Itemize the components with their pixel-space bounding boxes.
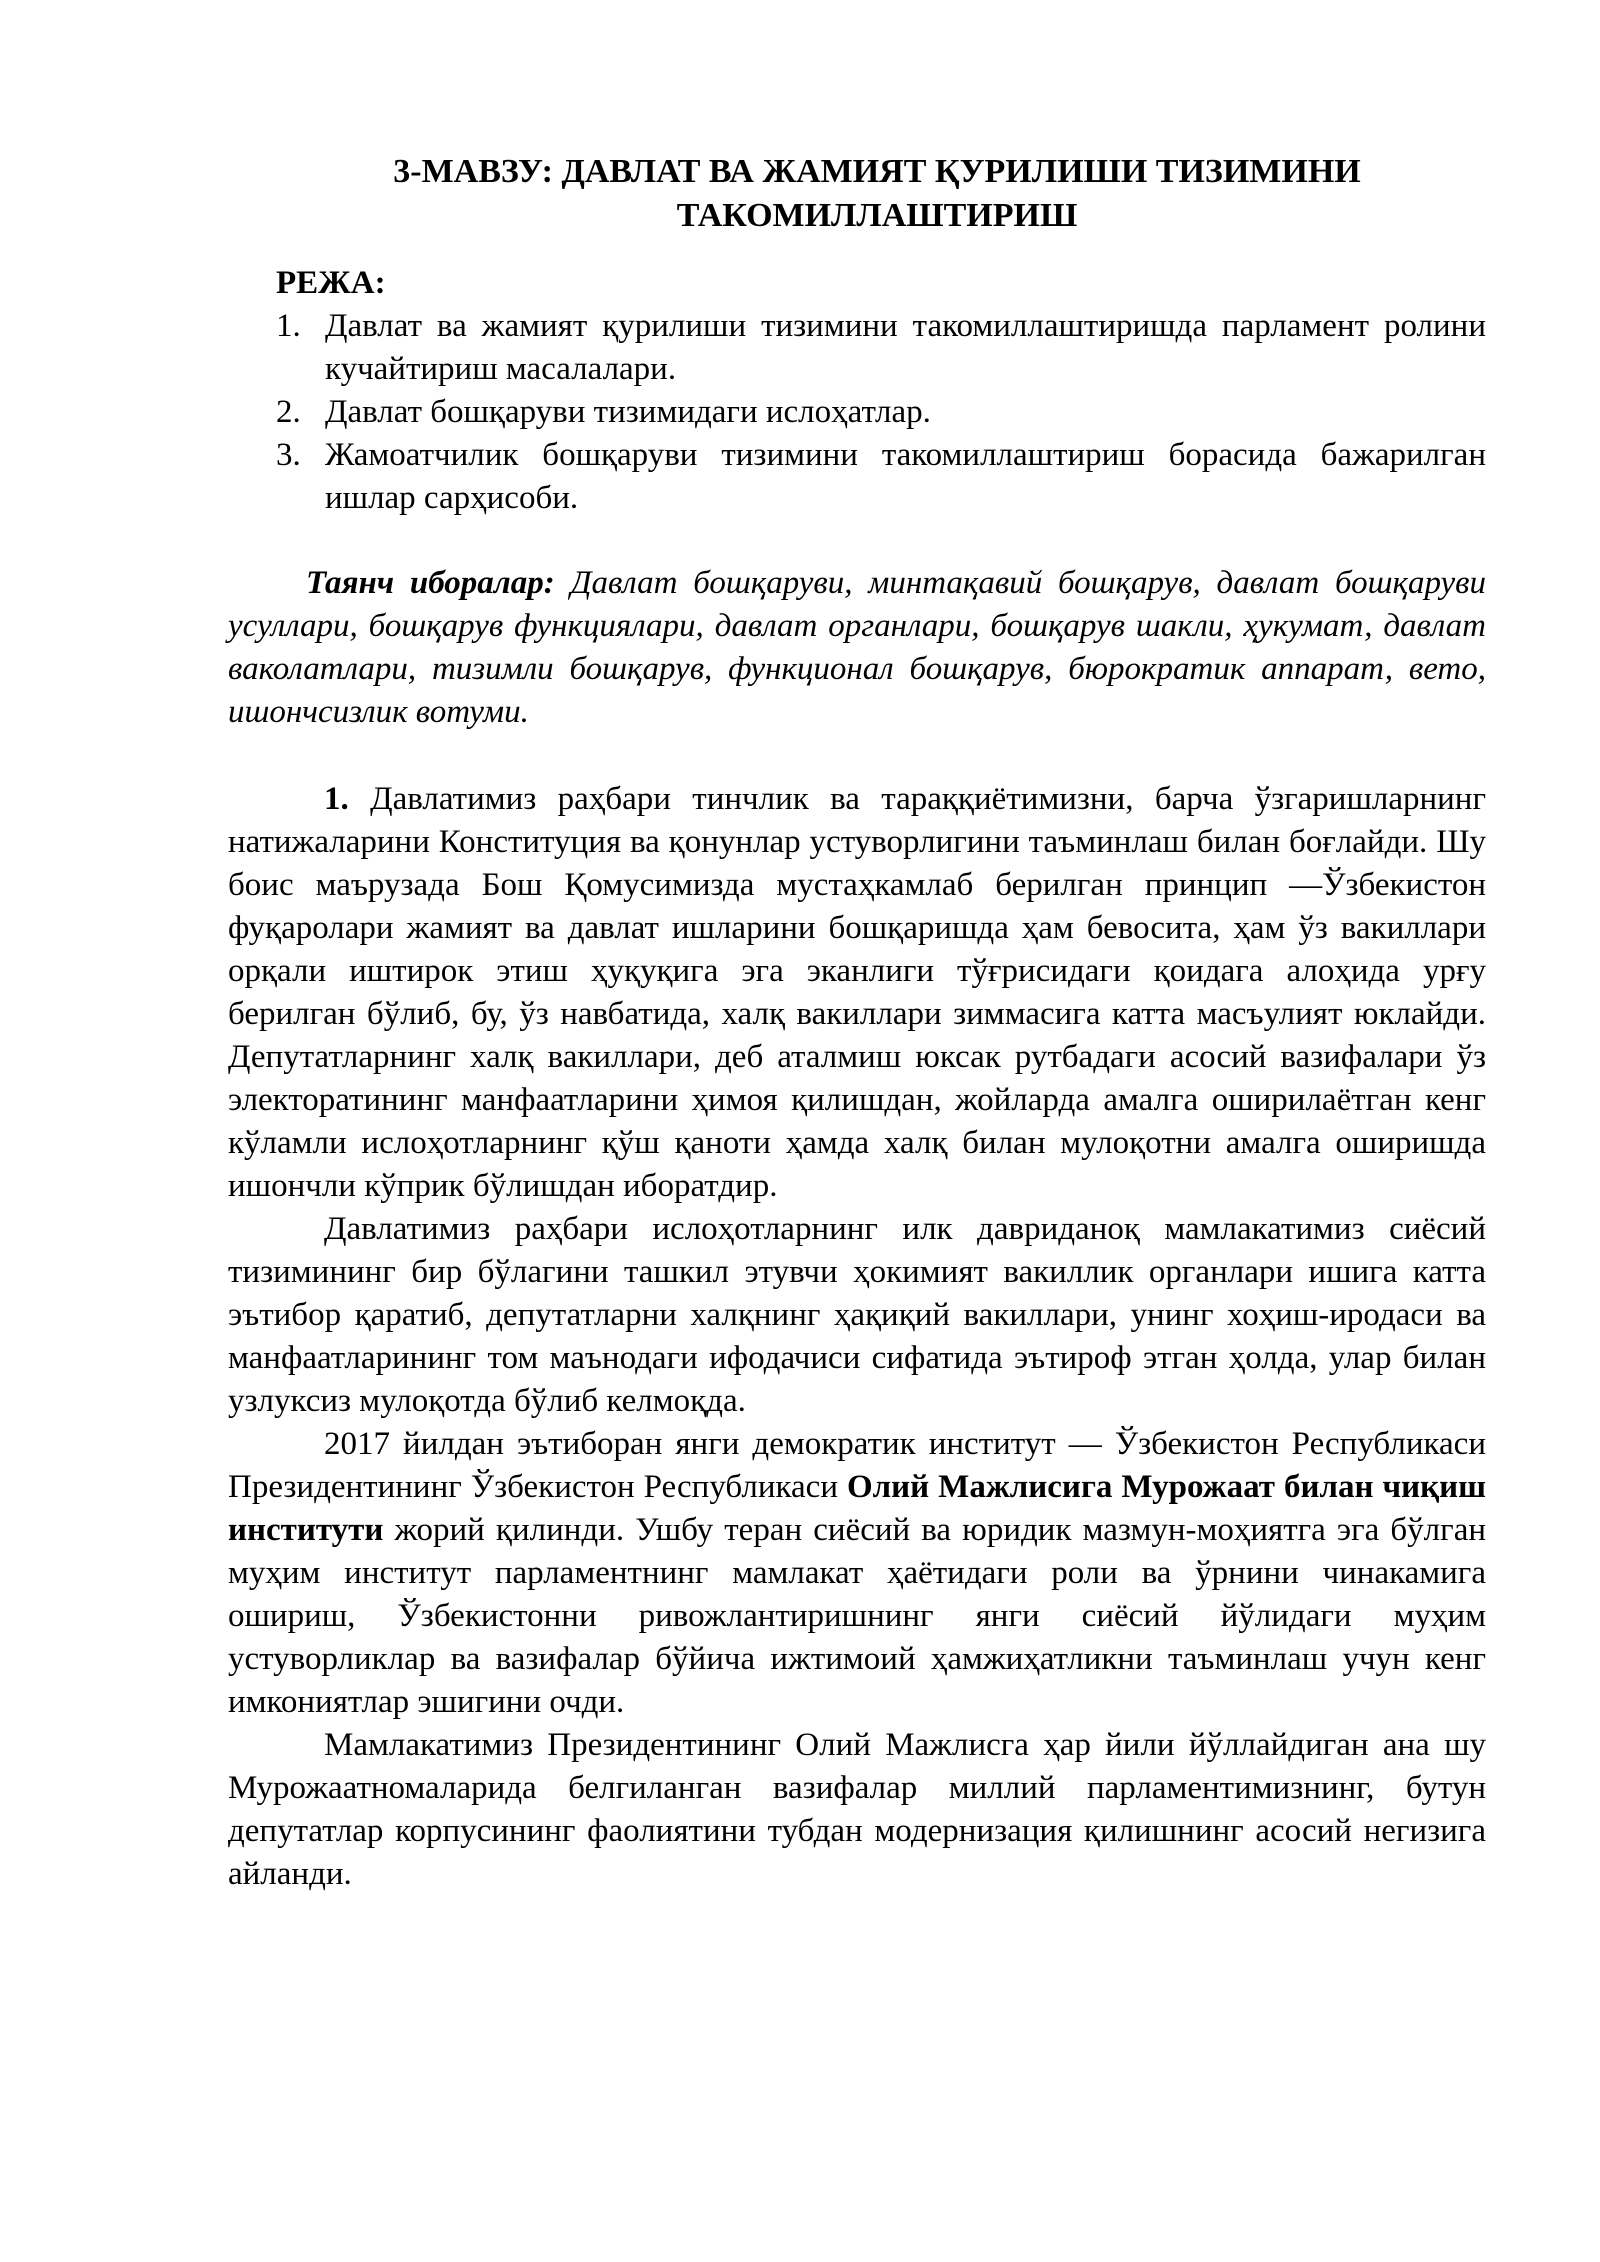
plan-item <box>228 305 1486 391</box>
title-line-2: ТАКОМИЛЛАШТИРИШ <box>676 197 1078 234</box>
paragraph-text: 2017 йилдан эътиборан янги демократик институт — Ўзбекистон Республикаси Президентининг Ўзбекистон Республикаси <box>228 1426 1486 1505</box>
document-page <box>228 150 1486 1896</box>
title-line-1: 3-МАВЗУ: ДАВЛАТ ВА ЖАМИЯТ ҚУРИЛИШИ ТИЗИМИНИ <box>393 153 1361 190</box>
bold-phrase: Олий Мажлисига Мурожаат билан чиқиш институти <box>228 1469 1486 1548</box>
keywords-paragraph <box>228 562 1486 734</box>
body-paragraph-2: Давлатимиз раҳбари ислоҳотларнинг илк давриданоқ мамлакатимиз сиёсий тизимининг бир бўлагини ташкил этувчи ҳокимият вакиллик органлари ишига катта эътибор қаратиб, депутатларни халқнинг ҳақиқий вакиллари, унинг хоҳиш-иродаси ва манфаатларининг том маънодаги ифодачиси сифатида эътироф этган ҳолда, улар билан узлуксиз мулоқотда бўлиб келмоқда. <box>228 1211 1486 1419</box>
body-paragraph-4: Мамлакатимиз Президентининг Олий Мажлисга ҳар йили йўллайдиган ана шу Мурожаатномаларида белгиланган вазифалар миллий парламентимизнинг, бутун депутатлар корпусининг фаолиятини тубдан модернизация қилишнинг асосий негизига айланди. <box>228 1727 1486 1892</box>
plan-item-text: Давлат ва жамият қурилиши тизимини такомиллаштиришда парламент ролини кучайтириш масалалари. <box>325 308 1486 387</box>
body-paragraph-1 <box>228 778 1486 1208</box>
plan-item <box>228 434 1486 520</box>
keywords-label: Таянч иборалар: <box>306 565 555 601</box>
plan-list <box>228 305 1486 520</box>
plan-heading: РЕЖА: <box>276 265 386 301</box>
plan-item-number: 2. <box>276 394 301 430</box>
plan-item <box>228 391 1486 434</box>
plan-item-text: Жамоатчилик бошқаруви тизимини такомиллаштириш борасида бажарилган ишлар сарҳисоби. <box>325 437 1486 516</box>
keywords-text: Давлат бошқаруви, минтақавий бошқарув, давлат бошқаруви усуллари, бошқарув функциялари, давлат органлари, бошқарув шакли, ҳукумат, давлат ваколатлари, тизимли бошқарув, функционал бошқарув, бюрократик аппарат, вето, ишончсизлик вотуми. <box>228 565 1487 730</box>
body-paragraph-3 <box>228 1423 1486 1724</box>
page-title <box>228 150 1486 238</box>
plan-item-number: 1. <box>276 308 301 344</box>
paragraph-text: Давлатимиз раҳбари тинчлик ва тараққиётимизни, барча ўзгаришларнинг натижаларини Конституция ва қонунлар устуворлигини таъминлаш билан боғлайди. Шу боис маърузада Бош Қомусимизда мустаҳкамлаб берилган принцип —Ўзбекистон фуқаролари жамият ва давлат ишларини бошқаришда ҳам бевосита, ҳам ўз вакиллари орқали иштирок этиш ҳуқуқига эга эканлиги тўғрисидаги қоидага алоҳида урғу берилган бўлиб, бу, ўз навбатида, халқ вакиллари зиммасига катта масъулият юклайди. Депутатларнинг халқ вакиллари, деб аталмиш юксак рутбадаги асосий вазифалари ўз электоратининг манфаатларини ҳимоя қилишдан, жойларда амалга оширилаётган кенг кўламли ислоҳотларнинг қўш қаноти ҳамда халқ билан мулоқотни амалга оширишда ишончли кўприк бўлишдан иборатдир. <box>228 781 1486 1204</box>
plan-item-number: 3. <box>276 437 301 473</box>
plan-section <box>228 262 1486 520</box>
plan-item-text: Давлат бошқаруви тизимидаги ислоҳатлар. <box>325 394 931 430</box>
section-number: 1. <box>324 781 349 817</box>
paragraph-text: жорий қилинди. Ушбу теран сиёсий ва юридик мазмун-моҳиятга эга бўлган муҳим институт парламентнинг мамлакат ҳаётидаги роли ва ўрнини чинакамига ошириш, Ўзбекистонни ривожлантиришнинг янги сиёсий йўлидаги муҳим устуворликлар ва вазифалар бўйича ижтимоий ҳамжиҳатликни таъминлаш учун кенг имкониятлар эшигини очди. <box>228 1512 1486 1720</box>
